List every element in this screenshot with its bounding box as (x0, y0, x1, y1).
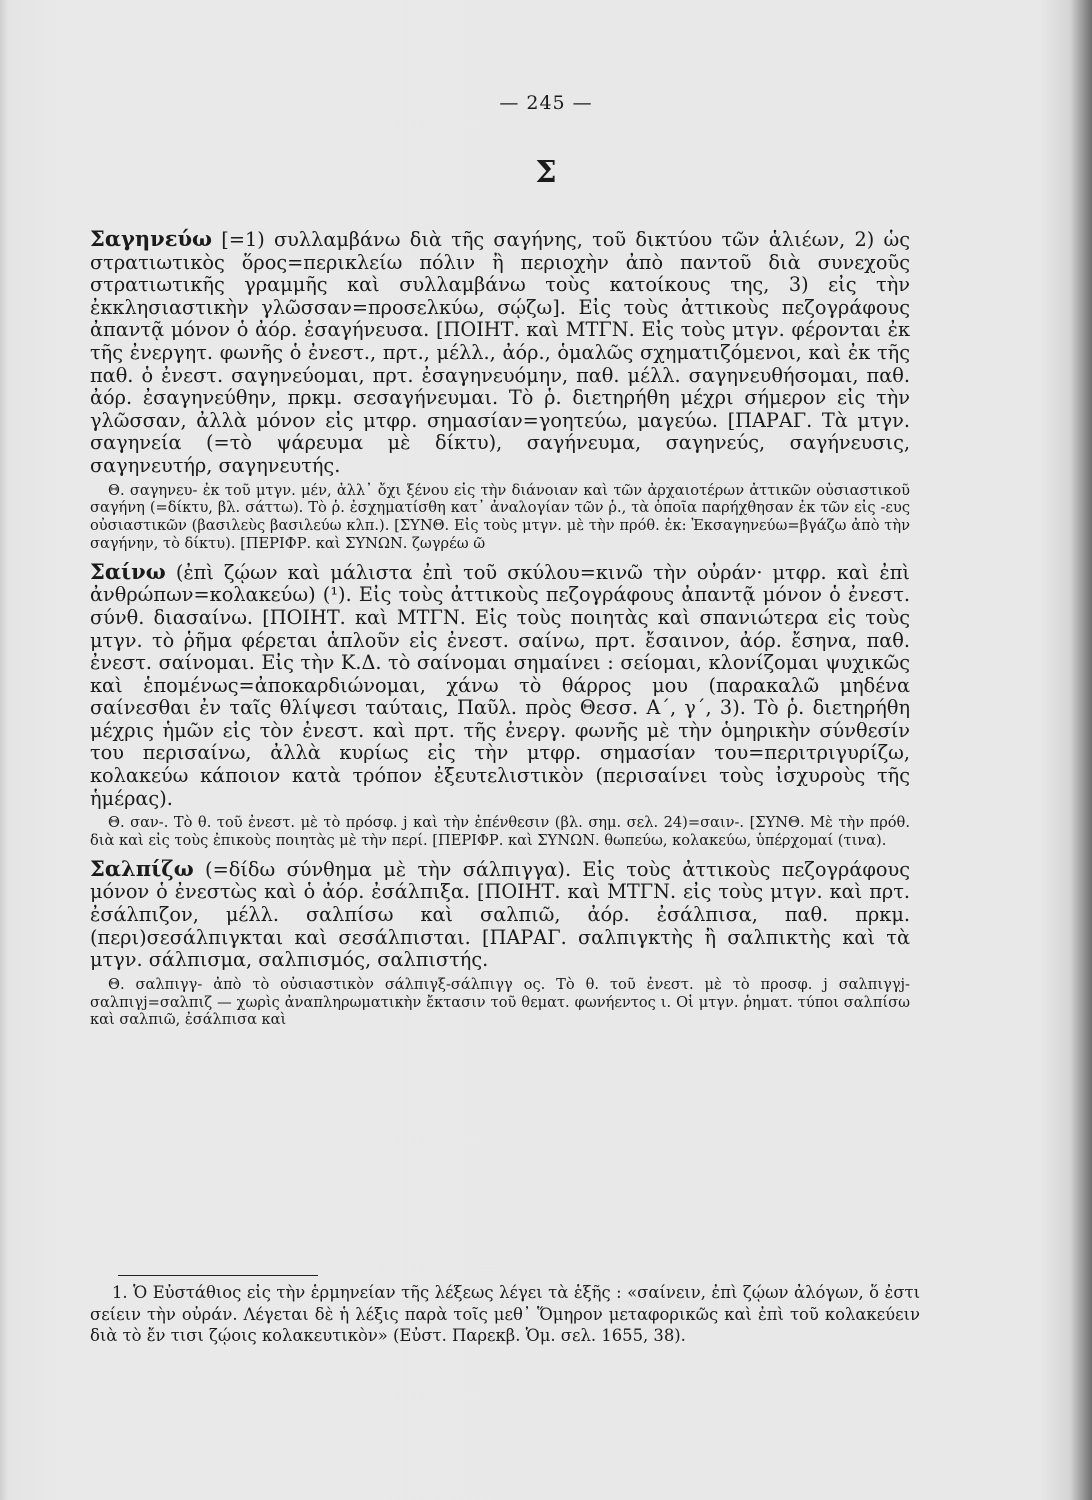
entry-paragraph (90, 855, 910, 972)
entry-salpizo (90, 855, 910, 1029)
entry-note: Θ. σαγηνευ- ἐκ τοῦ μτγν. μέν, ἀλλ᾽ ὄχι ξένου εἰς τὴν διάνοιαν καὶ τῶν ἀρχαιοτέρων ἀττικῶν οὐσιαστικοῦ σαγήνη (=δίκτυ, βλ. σάττω). Τὸ ῥ. ἐσχηματίσθη κατ᾽ ἀναλογίαν τῶν ῥ., τὰ ὁποῖα παρήχθησαν ἐκ τῶν εἰς -ευς οὐσιαστικῶν (βασιλεὺς βασιλεύω κλπ.). [ΣΥΝΘ. Εἰς τοὺς μτγν. μὲ τὴν πρόθ. ἐκ: Ἐκσαγηνεύω=βγάζω ἀπὸ τὴν σαγήνην, τὸ δίκτυ). [ΠΕΡΙΦΡ. καὶ ΣΥΝΩΝ. ζωγρέω ῶ (90, 481, 910, 552)
entry-lemma: Σαλπίζω (90, 855, 194, 881)
section-letter: Σ (535, 155, 557, 190)
dictionary-body (90, 228, 910, 1037)
footnote: 1. Ὁ Εὐστάθιος εἰς τὴν ἑρμηνείαν τῆς λέξεως λέγει τὰ ἑξῆς : «σαίνειν, ἐπὶ ζῴων ἀλόγων, ὅ ἐστι σείειν τὴν οὐράν. Λέγεται δὲ ἡ λέξις παρὰ τοῖς μεθ᾽ Ὅμηρον μεταφορικῶς καὶ ἐπὶ τοῦ κολακεύειν διὰ τὸ ἔν τισι ζῴοις κολακευτικὸν» (Εὐστ. Παρεκβ. Ὁμ. σελ. 1655, 38). (90, 1283, 920, 1345)
entry-saino (90, 558, 910, 850)
entry-text: (=δίδω σύνθημα μὲ τὴν σάλπιγγα). Εἰς τοὺς ἀττικοὺς πεζογράφους μόνον ὁ ἐνεστὼς καὶ ὁ ἀόρ. ἐσάλπιξα. [ΠΟΙΗΤ. καὶ ΜΤΓΝ. εἰς τοὺς μτγν. καὶ πρτ. ἐσάλπιζον, μέλλ. σαλπίσω καὶ σαλπιῶ, ἀόρ. ἐσάλπισα, παθ. πρκμ. (περι)σεσάλπιγκται καὶ σεσάλπισται. [ΠΑΡΑΓ. σαλπιγκτὴς ἢ σαλπικτὴς καὶ τὰ μτγν. σάλπισμα, σαλπισμός, σαλπιστής. (90, 857, 910, 972)
entry-paragraph (90, 558, 910, 811)
page-number: — 245 — (499, 92, 593, 114)
entry-saguneuo (90, 228, 910, 553)
entry-note: Θ. σαν-. Τὸ θ. τοῦ ἐνεστ. μὲ τὸ πρόσφ. j καὶ τὴν ἐπένθεσιν (βλ. σημ. σελ. 24)=σαιν-. [ΣΥΝΘ. Μὲ τὴν πρόθ. διὰ καὶ εἰς τοὺς ἐπικοὺς ποιητὰς μὲ τὴν περί. [ΠΕΡΙΦΡ. καὶ ΣΥΝΩΝ. θωπεύω, κολακεύω, ὑπέρχομαί (τινα). (90, 814, 910, 850)
footnote-rule (118, 1275, 318, 1276)
entry-paragraph (90, 228, 910, 478)
entry-text: (ἐπὶ ζῴων καὶ μάλιστα ἐπὶ τοῦ σκύλου=κινῶ τὴν οὐράν· μτφρ. καὶ ἐπὶ ἀνθρώπων=κολακεύω) (¹). Εἰς τοὺς ἀττικοὺς πεζογράφους ἀπαντᾷ μόνον ὁ ἐνεστ. σύνθ. διασαίνω. [ΠΟΙΗΤ. καὶ ΜΤΓΝ. Εἰς τοὺς ποιητὰς καὶ σπανιώτερα εἰς τοὺς μτγν. τὸ ῥῆμα φέρεται ἁπλοῦν εἰς ἐνεστ. σαίνω, πρτ. ἔσαινον, ἀόρ. ἔσηνα, παθ. ἐνεστ. σαίνομαι. Εἰς τὴν Κ.Δ. τὸ σαίνομαι σημαίνει : σείομαι, κλονίζομαι ψυχικῶς καὶ ἑπομένως=ἀποκαρδιώνομαι, χάνω τὸ θάρρος μου (παρακαλῶ μηδένα σαίνεσθαι ἐν ταῖς θλίψεσι ταύταις, Παῦλ. πρὸς Θεσσ. Α΄, γ΄, 3). Τὸ ῥ. διετηρήθη μέχρις ἡμῶν εἰς τὸν ἐνεστ. καὶ πρτ. τῆς ἐνεργ. φωνῆς μὲ τὴν ὁμηρικὴν σύνθεσίν του περισαίνω, ἀλλὰ κυρίως εἰς τὴν μτφρ. σημασίαν του=περιτριγυρίζω, κολακεύω κάποιον κατὰ τρόπον ἐξευτελιστικὸν (περισαίνει τοὺς ἰσχυροὺς τῆς ἡμέρας). (90, 560, 910, 810)
entry-lemma: Σαγηνεύω (90, 226, 213, 251)
entry-note: Θ. σαλπιγγ- ἀπὸ τὸ οὐσιαστικὸν σάλπιγξ-σάλπιγγ ος. Τὸ θ. τοῦ ἐνεστ. μὲ τὸ προσφ. j σαλπιγγj-σαλπιγj=σαλπιζ — χωρὶς ἀναπληρωματικὴν ἔκτασιν τοῦ θεματ. φωνήεντος ι. Οἱ μτγν. ῥηματ. τύποι σαλπίσω καὶ σαλπιῶ, ἐσάλπισα καὶ (90, 975, 910, 1029)
entry-text: [=1) συλλαμβάνω διὰ τῆς σαγήνης, τοῦ δικτύου τῶν ἁλιέων, 2) ὡς στρατιωτικὸς ὅρος=περικλείω πόλιν ἢ περιοχὴν ἀπὸ παντοῦ διὰ συνεχοῦς στρατιωτικῆς γραμμῆς καὶ συλλαμβάνω τοὺς κατοίκους της, 3) εἰς τὴν ἐκκλησιαστικὴν γλῶσσαν=προσελκύω, σῴζω]. Εἰς τοὺς ἀττικοὺς πεζογράφους ἀπαντᾷ μόνον ὁ ἀόρ. ἐσαγήνευσα. [ΠΟΙΗΤ. καὶ ΜΤΓΝ. Εἰς τοὺς μτγν. φέρονται ἐκ τῆς ἐνεργητ. φωνῆς ὁ ἐνεστ., πρτ., μέλλ., ἀόρ., ὁμαλῶς σχηματιζόμενοι, καὶ ἐκ τῆς παθ. ὁ ἐνεστ. σαγηνεύομαι, πρτ. ἐσαγηνευόμην, παθ. μέλλ. σαγηνευθήσομαι, παθ. ἀόρ. ἐσαγηνεύθην, πρκμ. σεσαγήνευμαι. Τὸ ῥ. διετηρήθη μέχρι σήμερον εἰς τὴν γλῶσσαν, ἀλλὰ μόνον εἰς μτφρ. σημασίαν=γοητεύω, μαγεύω. [ΠΑΡΑΓ. Τὰ μτγν. σαγηνεία (=τὸ ψάρευμα μὲ δίκτυ), σαγήνευμα, σαγηνεύς, σαγήνευσις, σαγηνευτήρ, σαγηνευτής. (90, 228, 911, 477)
entry-lemma: Σαίνω (90, 558, 166, 584)
